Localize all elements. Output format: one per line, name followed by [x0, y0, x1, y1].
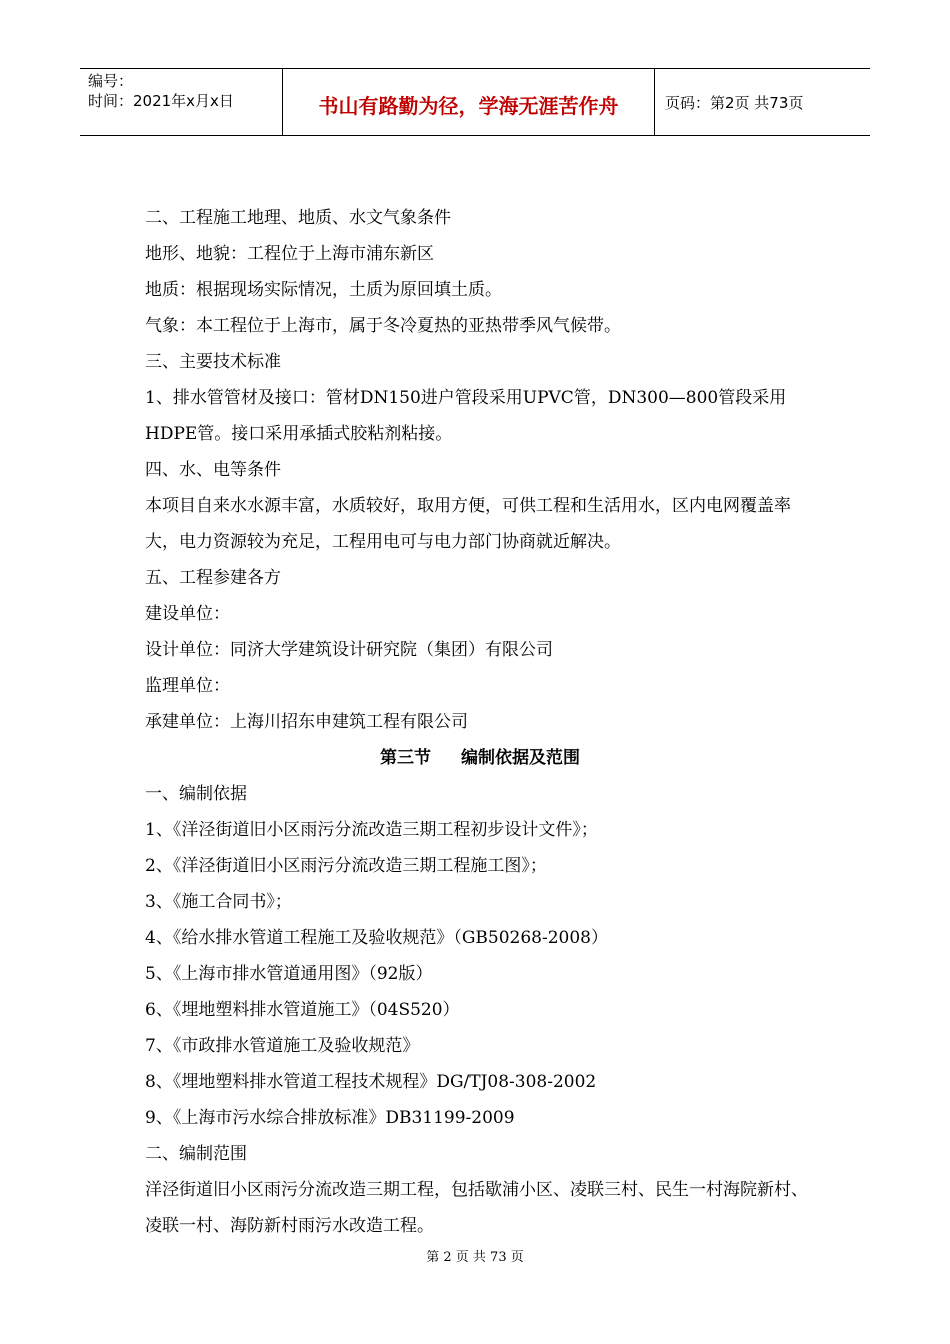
paragraph-pipe-material: 1、排水管管材及接口：管材DN150进户管段采用UPVC管，DN300—800管段采用HDPE管。接口采用承插式胶粘剂粘接。 — [145, 388, 787, 444]
heading-water-power: 四、水、电等条件 — [145, 460, 281, 480]
basis-item-1: 1、《洋泾街道旧小区雨污分流改造三期工程初步设计文件》； — [145, 820, 598, 840]
paragraph-water-power: 本项目自来水水源丰富，水质较好，取用方便，可供工程和生活用水，区内电网覆盖率大，电力资源较为充足，工程用电可与电力部门协商就近解决。 — [145, 496, 791, 552]
heading-basis: 一、编制依据 — [145, 784, 247, 804]
paragraph-supervisor: 监理单位： — [145, 676, 230, 696]
paragraph-designer: 设计单位：同济大学建筑设计研究院（集团）有限公司 — [145, 640, 553, 660]
page-header — [80, 68, 870, 136]
paragraph-climate: 气象：本工程位于上海市，属于冬冷夏热的亚热带季风气候带。 — [145, 316, 621, 336]
paragraph-owner: 建设单位： — [145, 604, 230, 624]
section-name: 编制依据及范围 — [461, 748, 580, 768]
paragraph-terrain: 地形、地貌：工程位于上海市浦东新区 — [145, 244, 434, 264]
basis-item-6: 6、《埋地塑料排水管道施工》（04S520） — [145, 1000, 460, 1020]
basis-item-5: 5、《上海市排水管道通用图》（92版） — [145, 964, 433, 984]
paragraph-contractor: 承建单位：上海川招东申建筑工程有限公司 — [145, 712, 468, 732]
basis-item-9: 9、《上海市污水综合排放标准》DB31199-2009 — [145, 1108, 515, 1128]
page-footer: 第 2 页 共 73 页 — [426, 1250, 524, 1265]
header-page-info: 页码：第2页 共73页 — [665, 93, 804, 112]
heading-scope: 二、编制范围 — [145, 1144, 247, 1164]
header-time: 时间：2021年x月x日 — [88, 92, 234, 110]
header-number: 编号： — [88, 72, 134, 90]
basis-item-4: 4、《给水排水管道工程施工及验收规范》（GB50268-2008） — [145, 928, 608, 948]
basis-item-3: 3、《施工合同书》； — [145, 892, 292, 912]
header-meta — [80, 69, 283, 135]
heading-parties: 五、工程参建各方 — [145, 568, 281, 588]
basis-item-2: 2、《洋泾街道旧小区雨污分流改造三期工程施工图》； — [145, 856, 547, 876]
basis-item-7: 7、《市政排水管道施工及验收规范》 — [145, 1036, 420, 1056]
header-slogan: 书山有路勤为径，学海无涯苦作舟 — [283, 69, 655, 135]
paragraph-scope: 洋泾街道旧小区雨污分流改造三期工程，包括歇浦小区、凌联三村、民生一村海院新村、凌联一村、海防新村雨污水改造工程。 — [145, 1180, 808, 1236]
section-number: 第三节 — [380, 748, 431, 768]
section-title — [145, 740, 815, 776]
basis-item-8: 8、《埋地塑料排水管道工程技术规程》DG/TJ08-308-2002 — [145, 1072, 597, 1092]
paragraph-geology: 地质：根据现场实际情况，土质为原回填土质。 — [145, 280, 502, 300]
heading-geo-conditions: 二、工程施工地理、地质、水文气象条件 — [145, 208, 451, 228]
document-body — [145, 200, 815, 1244]
heading-tech-standards: 三、主要技术标准 — [145, 352, 281, 372]
